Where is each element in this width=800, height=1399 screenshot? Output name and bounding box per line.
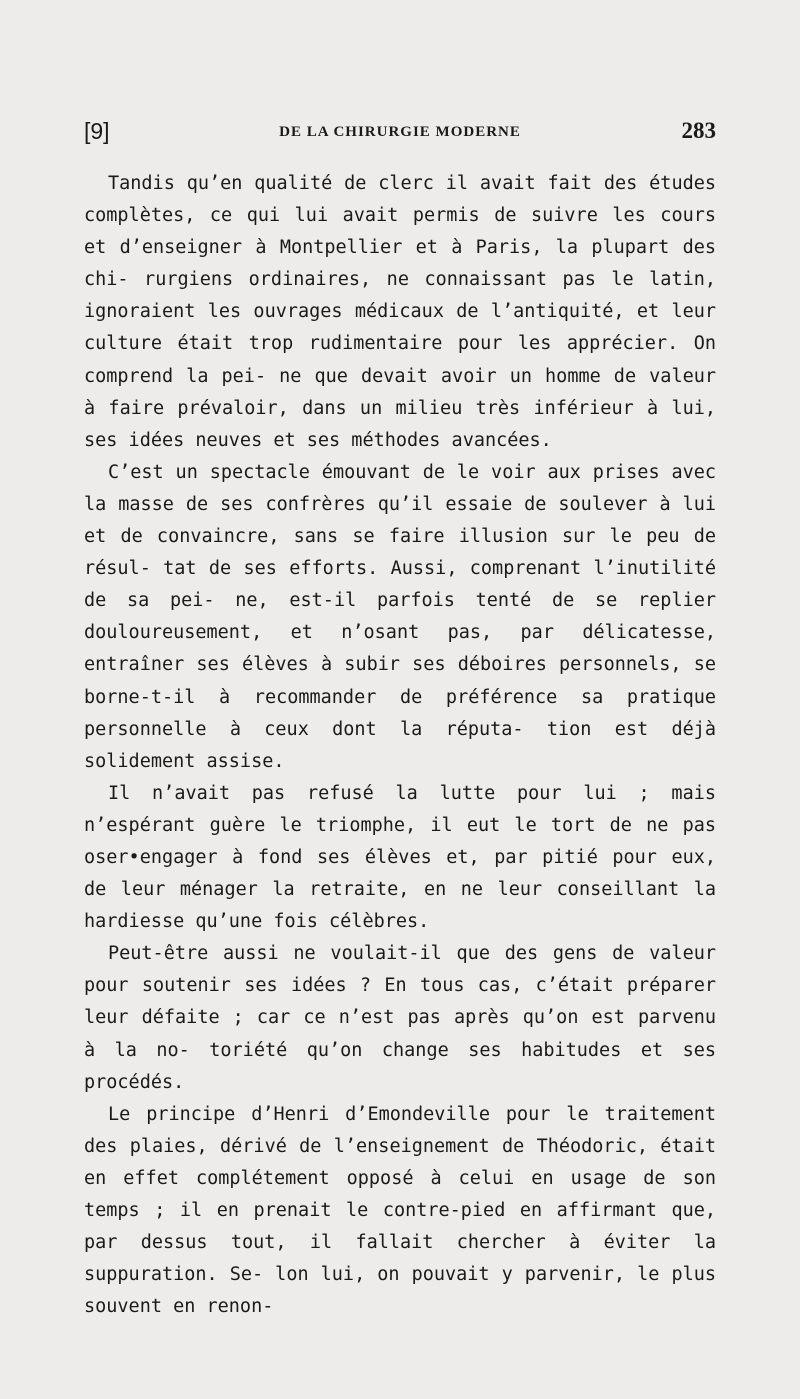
running-title: DE LA CHIRURGIE MODERNE — [279, 124, 521, 140]
paragraph-2: C’est un spectacle émouvant de le voir aux prises avec la masse de ses confrères qu’il essaie de soulever à lui et de convaincre, sans se faire illusion sur le peu de résul- tat de ses efforts. Aussi, comprenant l’inutilité de sa pei- ne, est-il parfois tenté de se replier douloureusement, et n’osant pas, par délicatesse, entraîner ses élèves à subir ses déboires personnels, se borne-t-il à recommander de préférence sa pratique personnelle à ceux dont la réputa- tion est déjà solidement assise. — [84, 461, 716, 772]
paragraph-1: Tandis qu’en qualité de clerc il avait fait des études complètes, ce qui lui avait permis de suivre les cours et d’enseigner à Montpellier et à Paris, la plupart des chi- rurgiens ordinaires, ne connaissant pas le latin, ignoraient les ouvrages médicaux de l’antiquité, et leur culture était trop rudimentaire pour les apprécier. On comprend la pei- ne que devait avoir un homme de valeur à faire prévaloir, dans un milieu très inférieur à lui, ses idées neuves et ses méthodes avancées. — [84, 173, 716, 451]
paragraph-4: Peut-être aussi ne voulait-il que des gens de valeur pour soutenir ses idées ? En tous cas, c’était préparer leur défaite ; car ce n’est pas après qu’on est parvenu à la no- toriété qu’on change ses habitudes et ses procédés. — [84, 943, 716, 1093]
page-reference: [9] — [84, 118, 110, 144]
page-number: 283 — [681, 118, 716, 143]
running-header — [84, 118, 716, 154]
paragraph-5: Le principe d’Henri d’Emondeville pour le traitement des plaies, dérivé de l’enseignement de Théodoric, était en effet complétement opposé à celui en usage de son temps ; il en prenait le contre-pied en affirmant que, par dessus tout, il fallait chercher à éviter la suppuration. Se- lon lui, on pouvait y parvenir, le plus souvent en renon- — [84, 1103, 716, 1318]
paragraph-3: Il n’avait pas refusé la lutte pour lui ; mais n’espérant guère le triomphe, il eut le tort de ne pas oser•engager à fond ses élèves et, par pitié pour eux, de leur ménager la retraite, en ne leur conseillant la hardiesse qu’une fois célèbres. — [84, 782, 716, 933]
body-text — [84, 168, 716, 1323]
